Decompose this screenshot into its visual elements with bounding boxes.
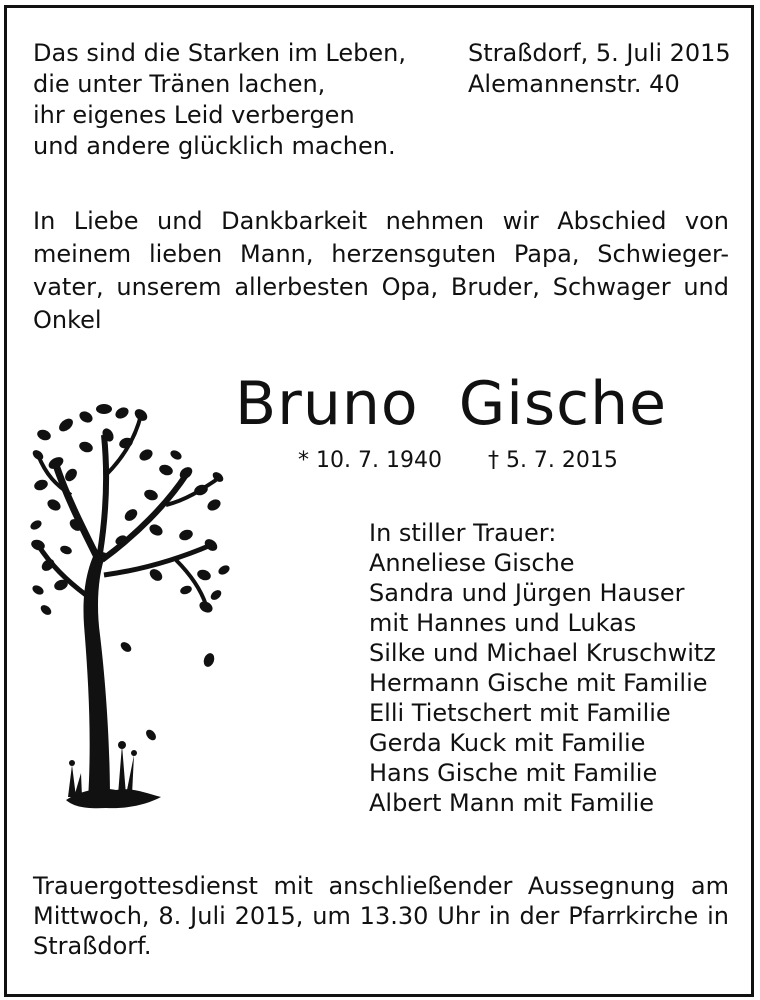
mourner-entry: Sandra und Jürgen Hauser [369,579,685,607]
mourner-entry: Gerda Kuck mit Familie [369,729,646,757]
address: Alemannenstr. 40 [468,70,680,98]
birth-date: * 10. 7. 1940 [298,448,442,473]
poem-line: und andere glücklich machen. [33,132,396,160]
poem-line: die unter Tränen lachen, [33,70,326,98]
service-text: Trauergottesdienst mit anschließender Aussegnung am Mittwoch, 8. Juli 2015, um 13.30 Uhr in der Pfarrkirche in Straßdorf. [33,872,729,960]
mourners-list [369,518,739,818]
poem-line: ihr eigenes Leid verbergen [33,101,355,129]
mourner-entry: Anneliese Gische [369,549,575,577]
deceased-name [235,364,735,444]
tree-icon [26,395,236,835]
deceased-name-text: Bruno Gische [235,369,668,439]
mourner-entry: Silke und Michael Kruschwitz [369,639,716,667]
poem-line: Das sind die Starken im Leben, [33,39,406,67]
place-date-block [468,38,738,100]
mourner-entry: Elli Tietschert mit Familie [369,699,671,727]
place-date: Straßdorf, 5. Juli 2015 [468,39,731,67]
intro-text: In Liebe und Dankbarkeit nehmen wir Abschied von meinem lieben Mann, herzensguten Papa, Schwieger-vater, unserem allerbesten Opa, Bruder, Schwager und Onkel [33,207,729,334]
death-date: † 5. 7. 2015 [487,448,618,473]
mourner-entry: Hans Gische mit Familie [369,759,658,787]
mourner-entry: mit Hannes und Lukas [369,609,637,637]
poem [33,38,453,162]
mourner-entry: Hermann Gische mit Familie [369,669,708,697]
mourner-entry: Albert Mann mit Familie [369,789,654,817]
mourners-heading: In stiller Trauer: [369,519,557,547]
life-dates [298,446,738,476]
